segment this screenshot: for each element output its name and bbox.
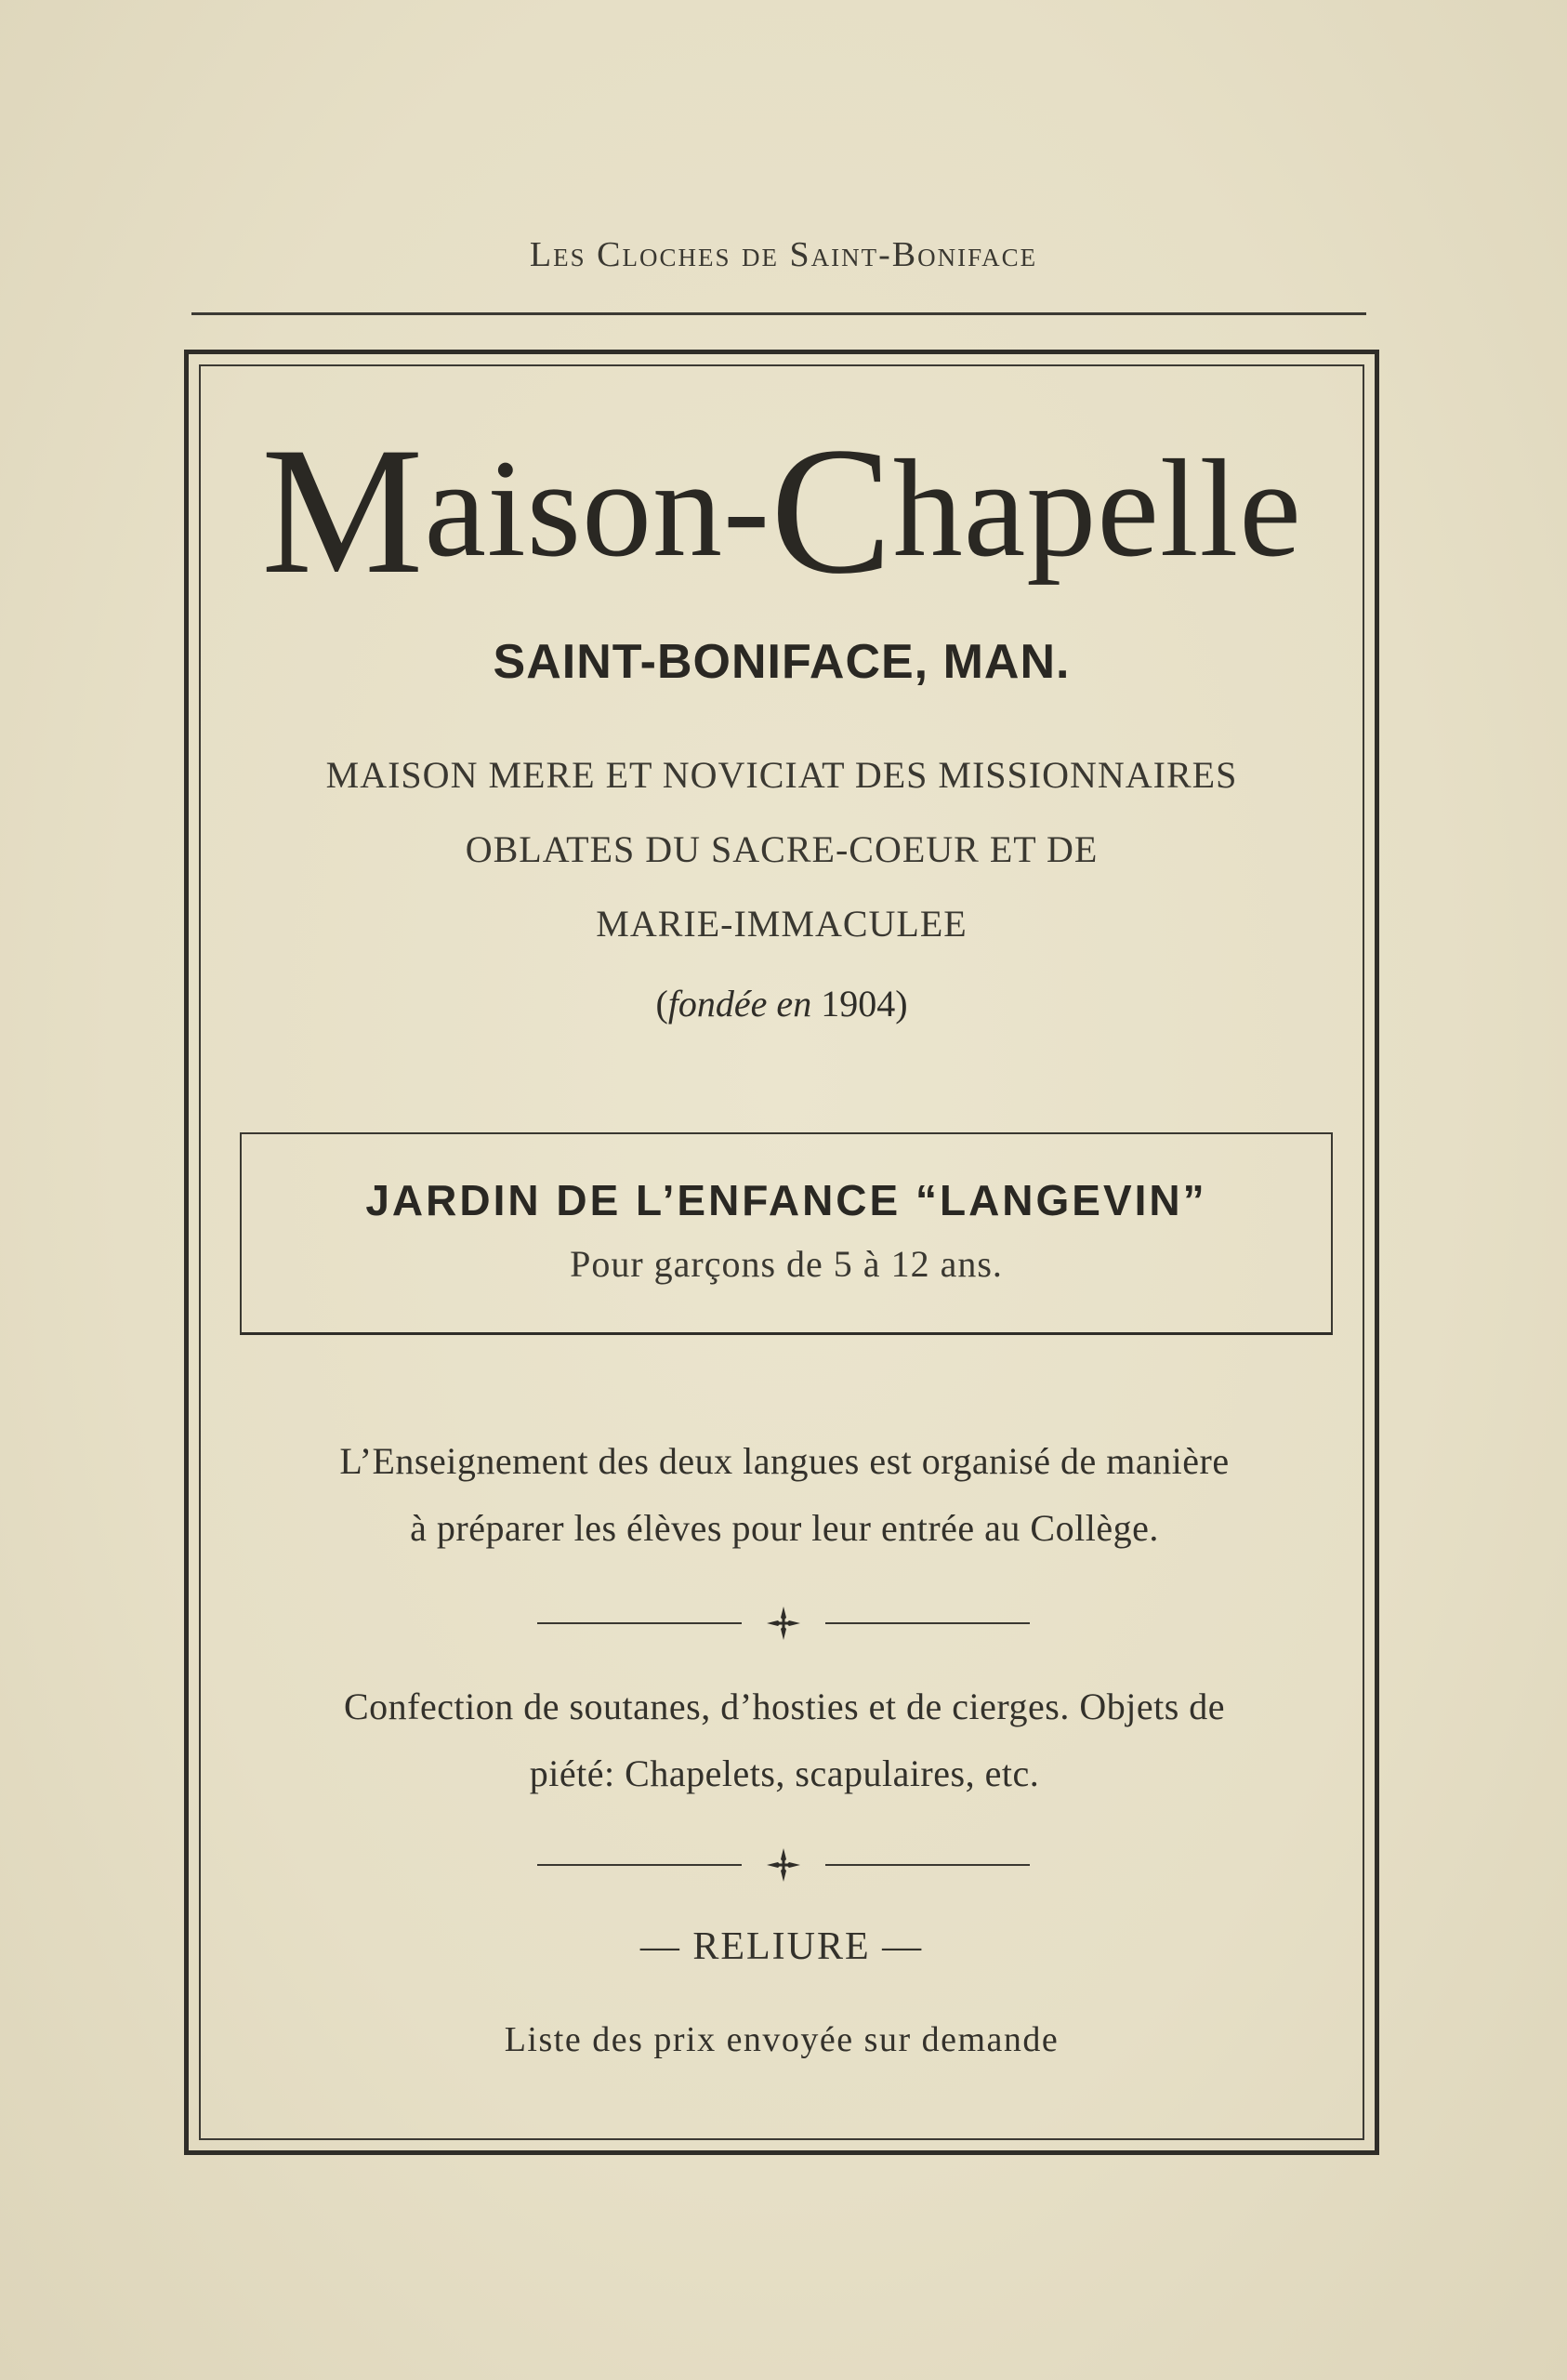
kindergarten-title: JARDIN DE L’ENFANCE “LANGEVIN” (365, 1176, 1207, 1224)
ad-title (199, 410, 1364, 612)
ornament-line-right (825, 1622, 1030, 1624)
running-head: Les Cloches de Saint-Boniface (529, 235, 1038, 274)
teaching-paragraph (236, 1428, 1333, 1562)
paragraph-line: Confection de soutanes, d’hosties et de cierges. Objets de (343, 1686, 1226, 1727)
paragraph-line: L’Enseignement des deux langues est organisé de manière (339, 1440, 1230, 1482)
kindergarten-subtitle: Pour garçons de 5 à 12 ans. (570, 1243, 1003, 1285)
title-part-2: hapelle (892, 431, 1302, 586)
ornament-line-right (825, 1864, 1030, 1866)
maltese-cross-icon (765, 1605, 802, 1642)
description-line: MAISON MERE ET NOVICIAT DES MISSIONNAIRES (325, 754, 1238, 796)
description-line: MARIE-IMMACULEE (596, 903, 968, 945)
founded-italic: fondée en (667, 983, 812, 1025)
kindergarten-box (240, 1132, 1333, 1335)
founded-open: ( (655, 983, 668, 1025)
goods-paragraph (236, 1673, 1333, 1807)
paragraph-line: à préparer les élèves pour leur entrée au Collège. (410, 1507, 1159, 1549)
ornament-divider (537, 1846, 1030, 1884)
description-line: OBLATES DU SACRE-COEUR ET DE (465, 828, 1099, 870)
maltese-cross-icon (765, 1846, 802, 1884)
header-rule (191, 312, 1366, 315)
ad-description (199, 738, 1364, 961)
price-list-note: Liste des prix envoyée sur demande (504, 2020, 1060, 2059)
founded-note (199, 982, 1364, 1025)
ad-location: SAINT-BONIFACE, MAN. (493, 635, 1071, 689)
title-initial-m: M (261, 410, 425, 612)
ornament-line-left (537, 1864, 742, 1866)
ornament-line-left (537, 1622, 742, 1624)
bookbinding-heading: — RELIURE — (639, 1925, 924, 1968)
title-initial-c: C (770, 410, 893, 612)
title-part-1: aison- (424, 431, 771, 586)
founded-year: 1904) (821, 983, 908, 1025)
paragraph-line: piété: Chapelets, scapulaires, etc. (529, 1752, 1040, 1794)
ornament-divider (537, 1605, 1030, 1642)
